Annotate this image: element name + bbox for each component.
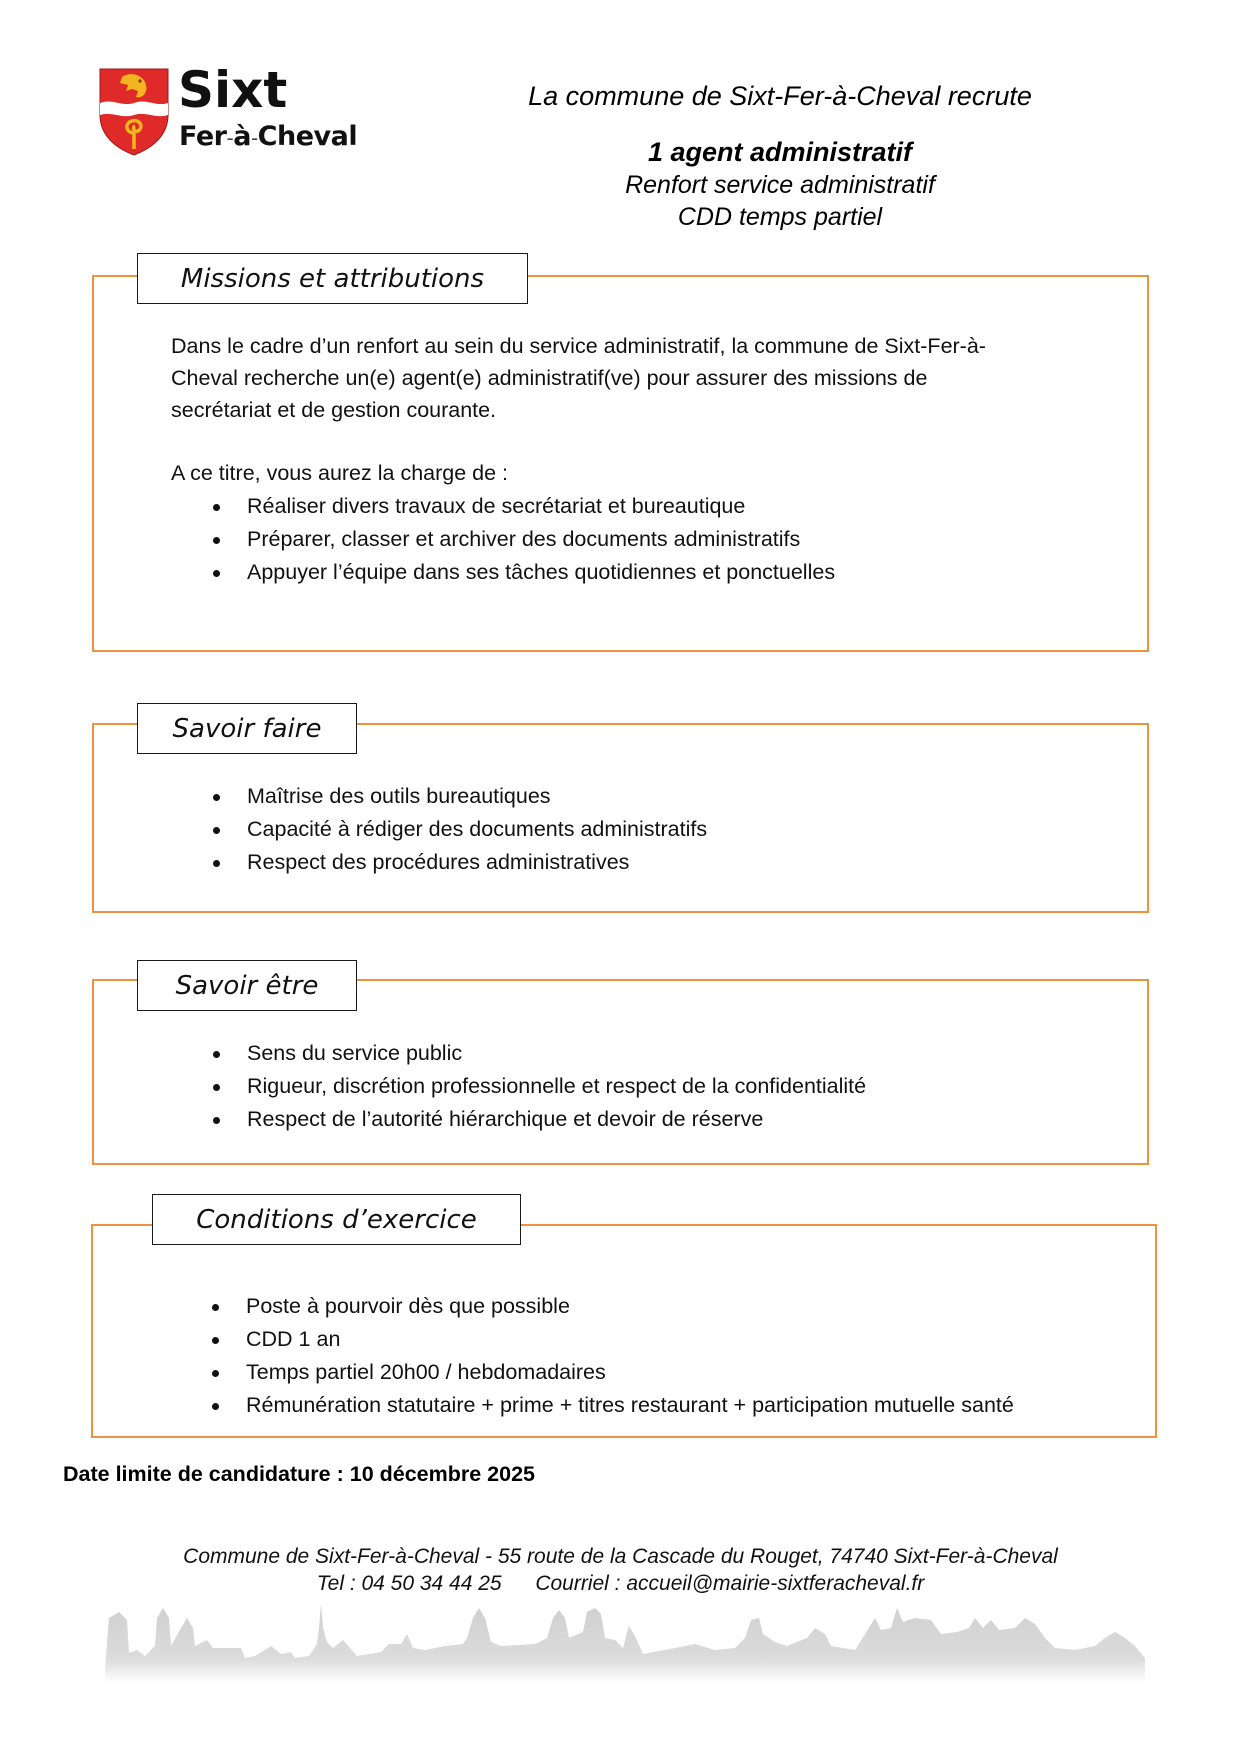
list-item: CDD 1 an	[212, 1323, 1014, 1356]
missions-intro: A ce titre, vous aurez la charge de :	[171, 461, 509, 485]
bullet-icon	[213, 860, 220, 867]
list-item: Sens du service public	[213, 1037, 866, 1070]
paragraph-line: secrétariat et de gestion courante.	[171, 398, 497, 422]
bullet-icon	[213, 570, 220, 577]
coat-of-arms-logo	[98, 67, 170, 157]
logo-dash: -	[250, 126, 258, 150]
bullet-icon	[212, 1403, 219, 1410]
list-item: Réaliser divers travaux de secrétariat et bureautique	[213, 490, 835, 523]
footer-address: Commune de Sixt-Fer-à-Cheval - 55 route de la Cascade du Rouget, 74740 Sixt-Fer-à-Cheval	[183, 1545, 1058, 1568]
list-item: Maîtrise des outils bureautiques	[213, 780, 707, 813]
recruit-heading: La commune de Sixt-Fer-à-Cheval recrute	[528, 81, 1032, 111]
logo-word-a: à	[233, 121, 251, 152]
footer-phone: Tel : 04 50 34 44 25	[316, 1572, 502, 1595]
logo-wordmark-sixt: Sixt	[178, 61, 288, 119]
footer-contact	[0, 1570, 1241, 1597]
savoir-faire-bullet-list	[213, 780, 707, 879]
list-item: Rigueur, discrétion professionnelle et respect de la confidentialité	[213, 1070, 866, 1103]
logo-word-cheval: Cheval	[257, 121, 358, 152]
conditions-bullet-list	[212, 1290, 1014, 1422]
skyline-icon	[95, 1598, 1155, 1708]
paragraph-line: Cheval recherche un(e) agent(e) administratif(ve) pour assurer des missions de	[171, 366, 928, 390]
service-subtitle: Renfort service administratif	[625, 171, 935, 199]
missions-bullet-list	[213, 490, 835, 589]
list-item: Appuyer l’équipe dans ses tâches quotidiennes et ponctuelles	[213, 556, 835, 589]
list-item: Rémunération statutaire + prime + titres restaurant + participation mutuelle santé	[212, 1389, 1014, 1422]
bullet-icon	[213, 827, 220, 834]
bullet-icon	[213, 1051, 220, 1058]
section-title-conditions: Conditions d’exercice	[152, 1194, 521, 1245]
savoir-etre-bullet-list	[213, 1037, 866, 1136]
paragraph-line: Dans le cadre d’un renfort au sein du service administratif, la commune de Sixt-Fer-à-	[171, 334, 986, 358]
list-item: Respect des procédures administratives	[213, 846, 707, 879]
list-item: Poste à pourvoir dès que possible	[212, 1290, 1014, 1323]
bullet-icon	[213, 1084, 220, 1091]
shield-icon	[98, 67, 170, 157]
section-title-missions: Missions et attributions	[137, 253, 528, 304]
list-item: Respect de l’autorité hiérarchique et devoir de réserve	[213, 1103, 866, 1136]
village-skyline-illustration	[95, 1598, 1155, 1708]
logo-word-fer: Fer	[179, 121, 227, 152]
list-item: Préparer, classer et archiver des documents administratifs	[213, 523, 835, 556]
list-item: Temps partiel 20h00 / hebdomadaires	[212, 1356, 1014, 1389]
application-deadline: Date limite de candidature : 10 décembre 2025	[63, 1462, 536, 1486]
section-title-savoir-faire: Savoir faire	[137, 703, 357, 754]
bullet-icon	[213, 537, 220, 544]
bullet-icon	[213, 794, 220, 801]
contract-subtitle: CDD temps partiel	[677, 203, 883, 231]
list-item: Capacité à rédiger des documents administratifs	[213, 813, 707, 846]
logo-wordmark-fer-a-cheval	[179, 120, 357, 155]
bullet-icon	[213, 1117, 220, 1124]
bullet-icon	[212, 1370, 219, 1377]
bullet-icon	[212, 1304, 219, 1311]
logo-dash: -	[226, 126, 234, 150]
bullet-icon	[212, 1337, 219, 1344]
bullet-icon	[213, 504, 220, 511]
footer-email[interactable]: Courriel : accueil@mairie-sixtferacheval.fr	[535, 1572, 925, 1595]
position-title: 1 agent administratif	[647, 137, 913, 167]
section-title-savoir-etre: Savoir être	[137, 960, 357, 1011]
missions-paragraph	[171, 330, 1131, 426]
